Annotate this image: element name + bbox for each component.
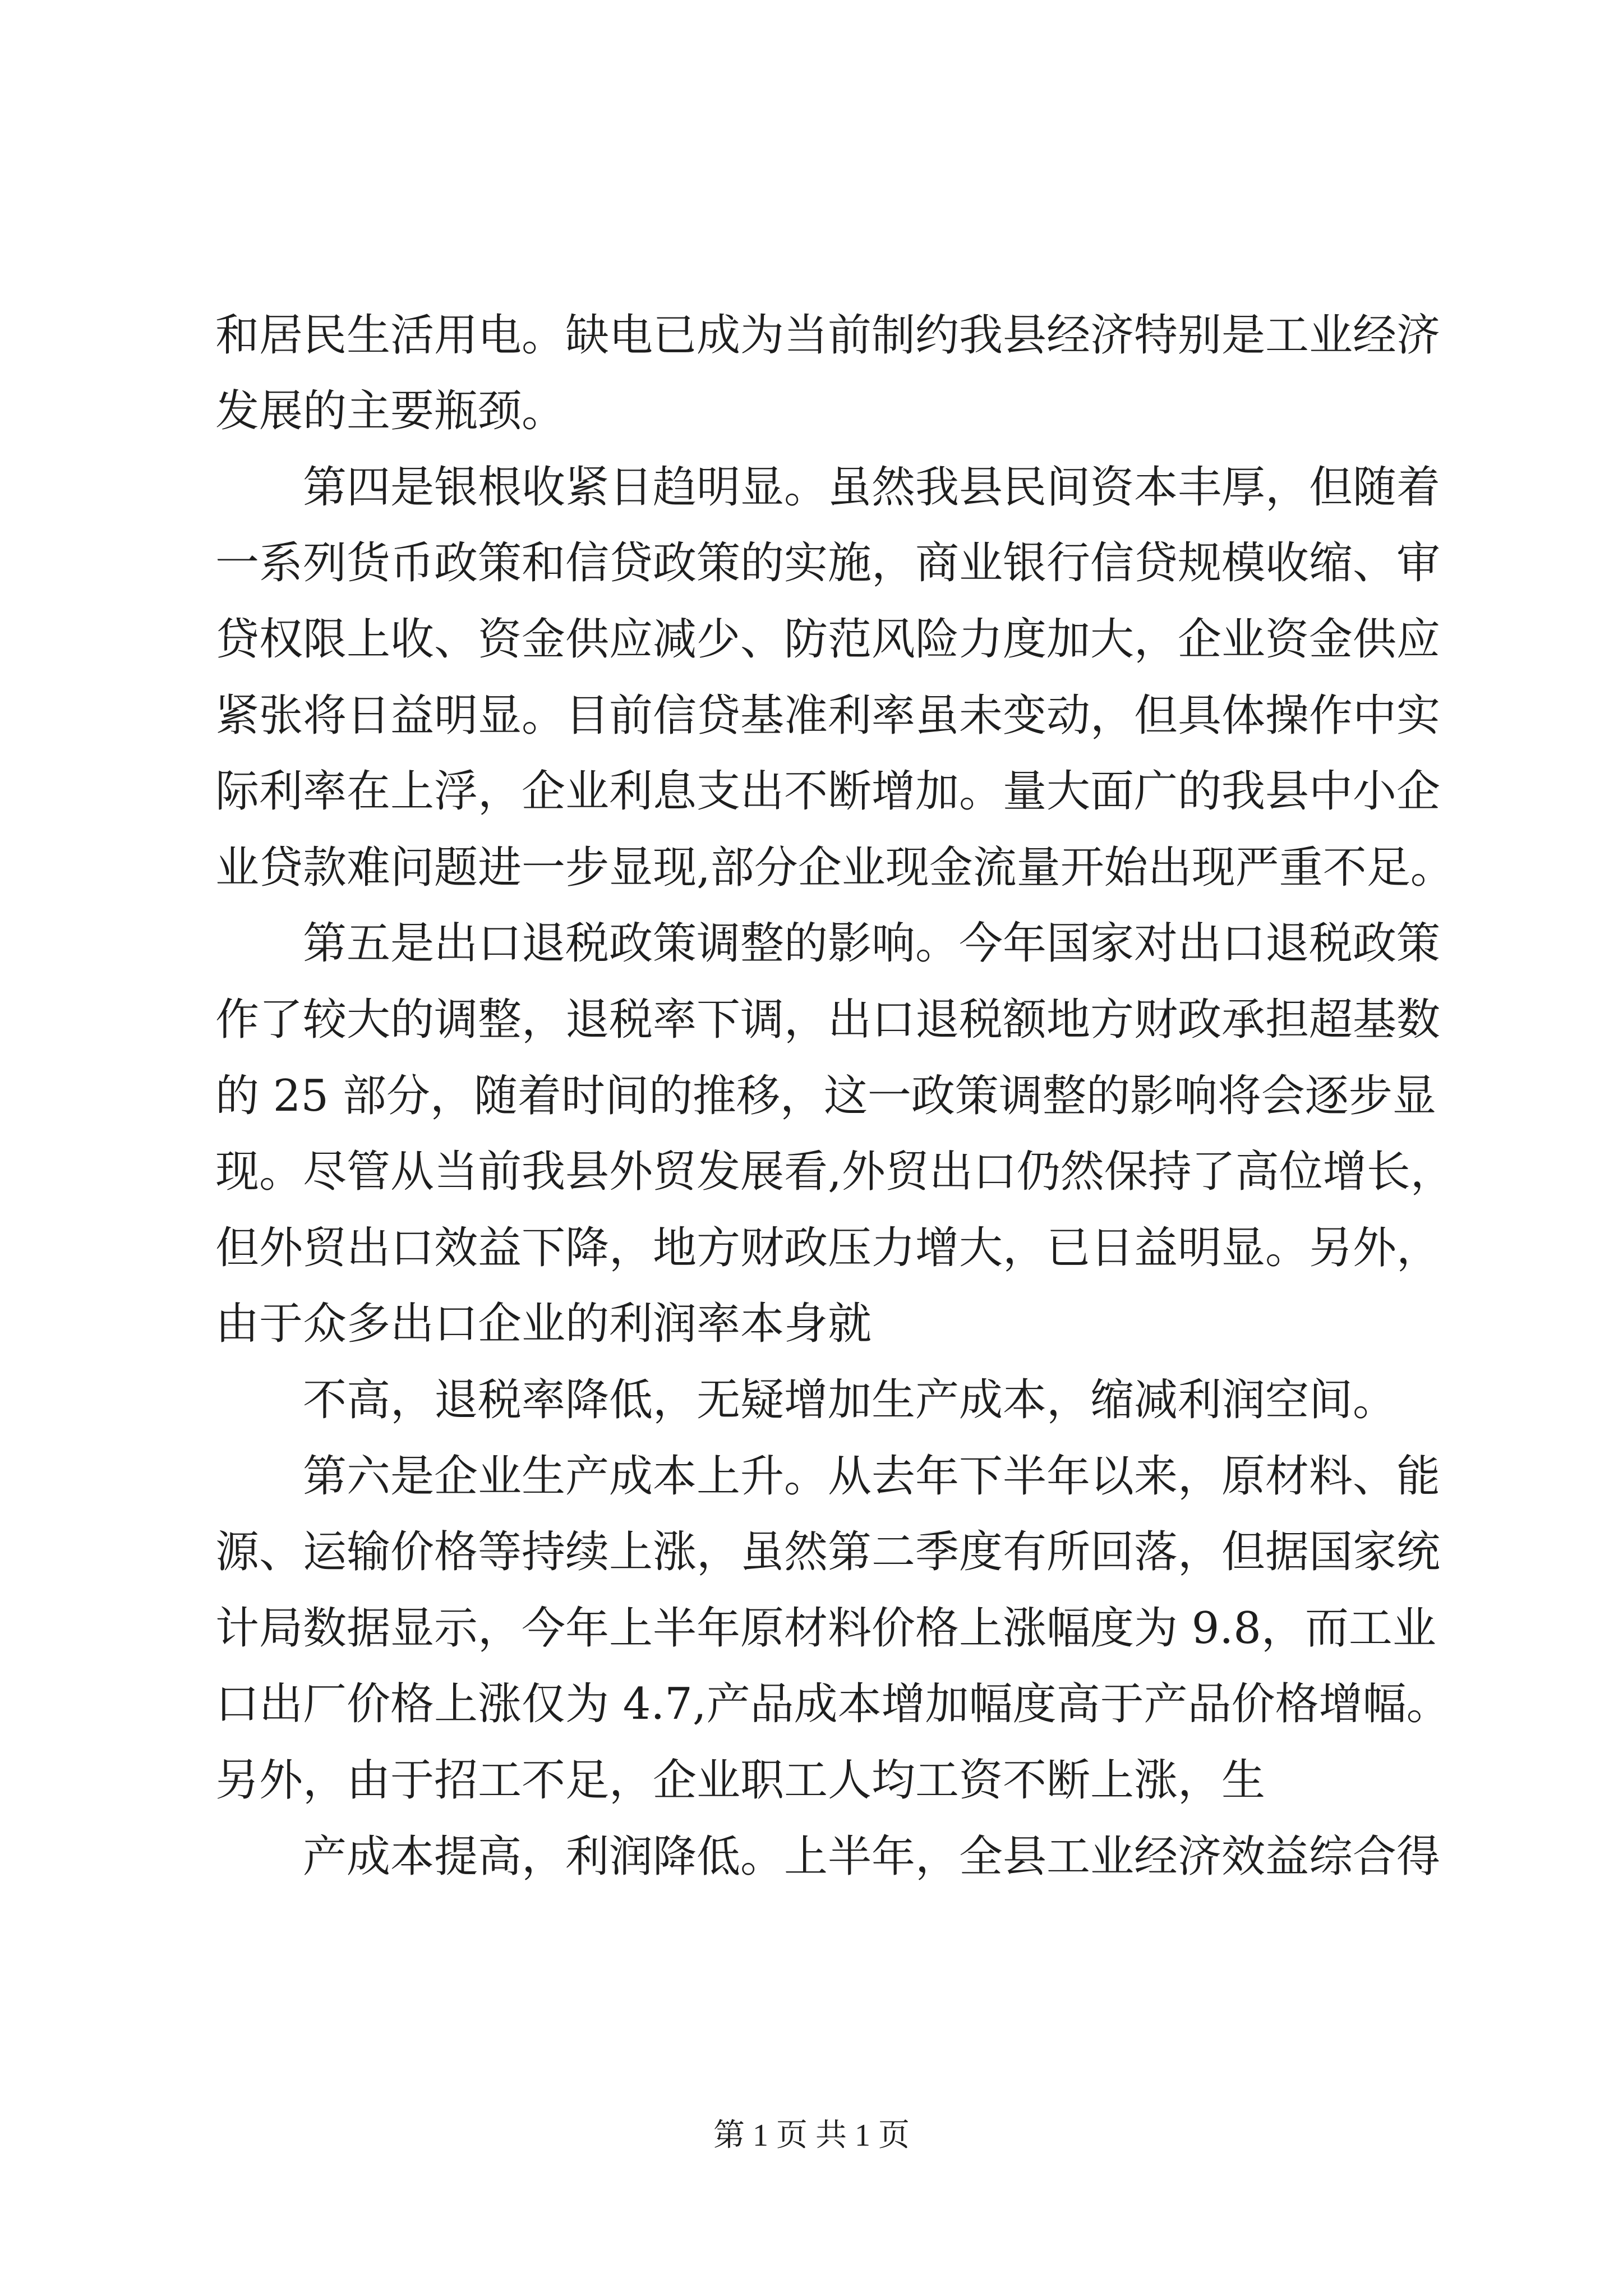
- text-line: 不高，退税率降低，无疑增加生产成本，缩减利润空间。: [303, 1375, 1397, 1425]
- text-line: 际利率在上浮，企业利息支出不断增加。量大面广的我县中小企: [215, 766, 1441, 817]
- text-line: 第四是银根收紧日趋明显。虽然我县民间资本丰厚，但随着: [303, 462, 1441, 513]
- text-line: 和居民生活用电。缺电已成为当前制约我县经济特别是工业经济: [215, 310, 1441, 361]
- text-line: 另外，由于招工不足，企业职工人均工资不断上涨，生: [215, 1755, 1266, 1806]
- text-line: 第六是企业生产成本上升。从去年下半年以来，原材料、能: [303, 1451, 1441, 1502]
- text-line: 业贷款难问题进一步显现,部分企业现金流量开始出现严重不足。: [215, 843, 1454, 893]
- text-line: 紧张将日益明显。目前信贷基准利率虽未变动，但具体操作中实: [215, 691, 1441, 741]
- page-footer: 第 1 页 共 1 页: [713, 2118, 910, 2153]
- text-line: 的 25 部分，随着时间的推移，这一政策调整的影响将会逐步显: [215, 1071, 1436, 1121]
- text-line: 产成本提高，利润降低。上半年，全县工业经济效益综合得: [303, 1832, 1441, 1882]
- text-line: 第五是出口退税政策调整的影响。今年国家对出口退税政策: [303, 918, 1441, 969]
- text-line: 发展的主要瓶颈。: [215, 386, 566, 436]
- text-line: 现。尽管从当前我县外贸发展看,外贸出口仍然保持了高位增长，: [215, 1147, 1454, 1197]
- text-line: 由于众多出口企业的利润率本身就: [215, 1299, 872, 1349]
- text-line: 一系列货币政策和信贷政策的实施，商业银行信贷规模收缩、审: [215, 538, 1441, 588]
- text-line: 口出厂价格上涨仅为 4.7,产品成本增加幅度高于产品价格增幅。: [215, 1679, 1450, 1729]
- text-line: 贷权限上收、资金供应减少、防范风险力度加大，企业资金供应: [215, 614, 1441, 665]
- text-line: 作了较大的调整，退税率下调，出口退税额地方财政承担超基数: [215, 995, 1441, 1045]
- text-line: 计局数据显示，今年上半年原材料价格上涨幅度为 9.8，而工业: [215, 1603, 1436, 1654]
- text-line: 但外贸出口效益下降，地方财政压力增大，已日益明显。另外，: [215, 1223, 1441, 1273]
- text-line: 源、运输价格等持续上涨，虽然第二季度有所回落，但据国家统: [215, 1527, 1441, 1577]
